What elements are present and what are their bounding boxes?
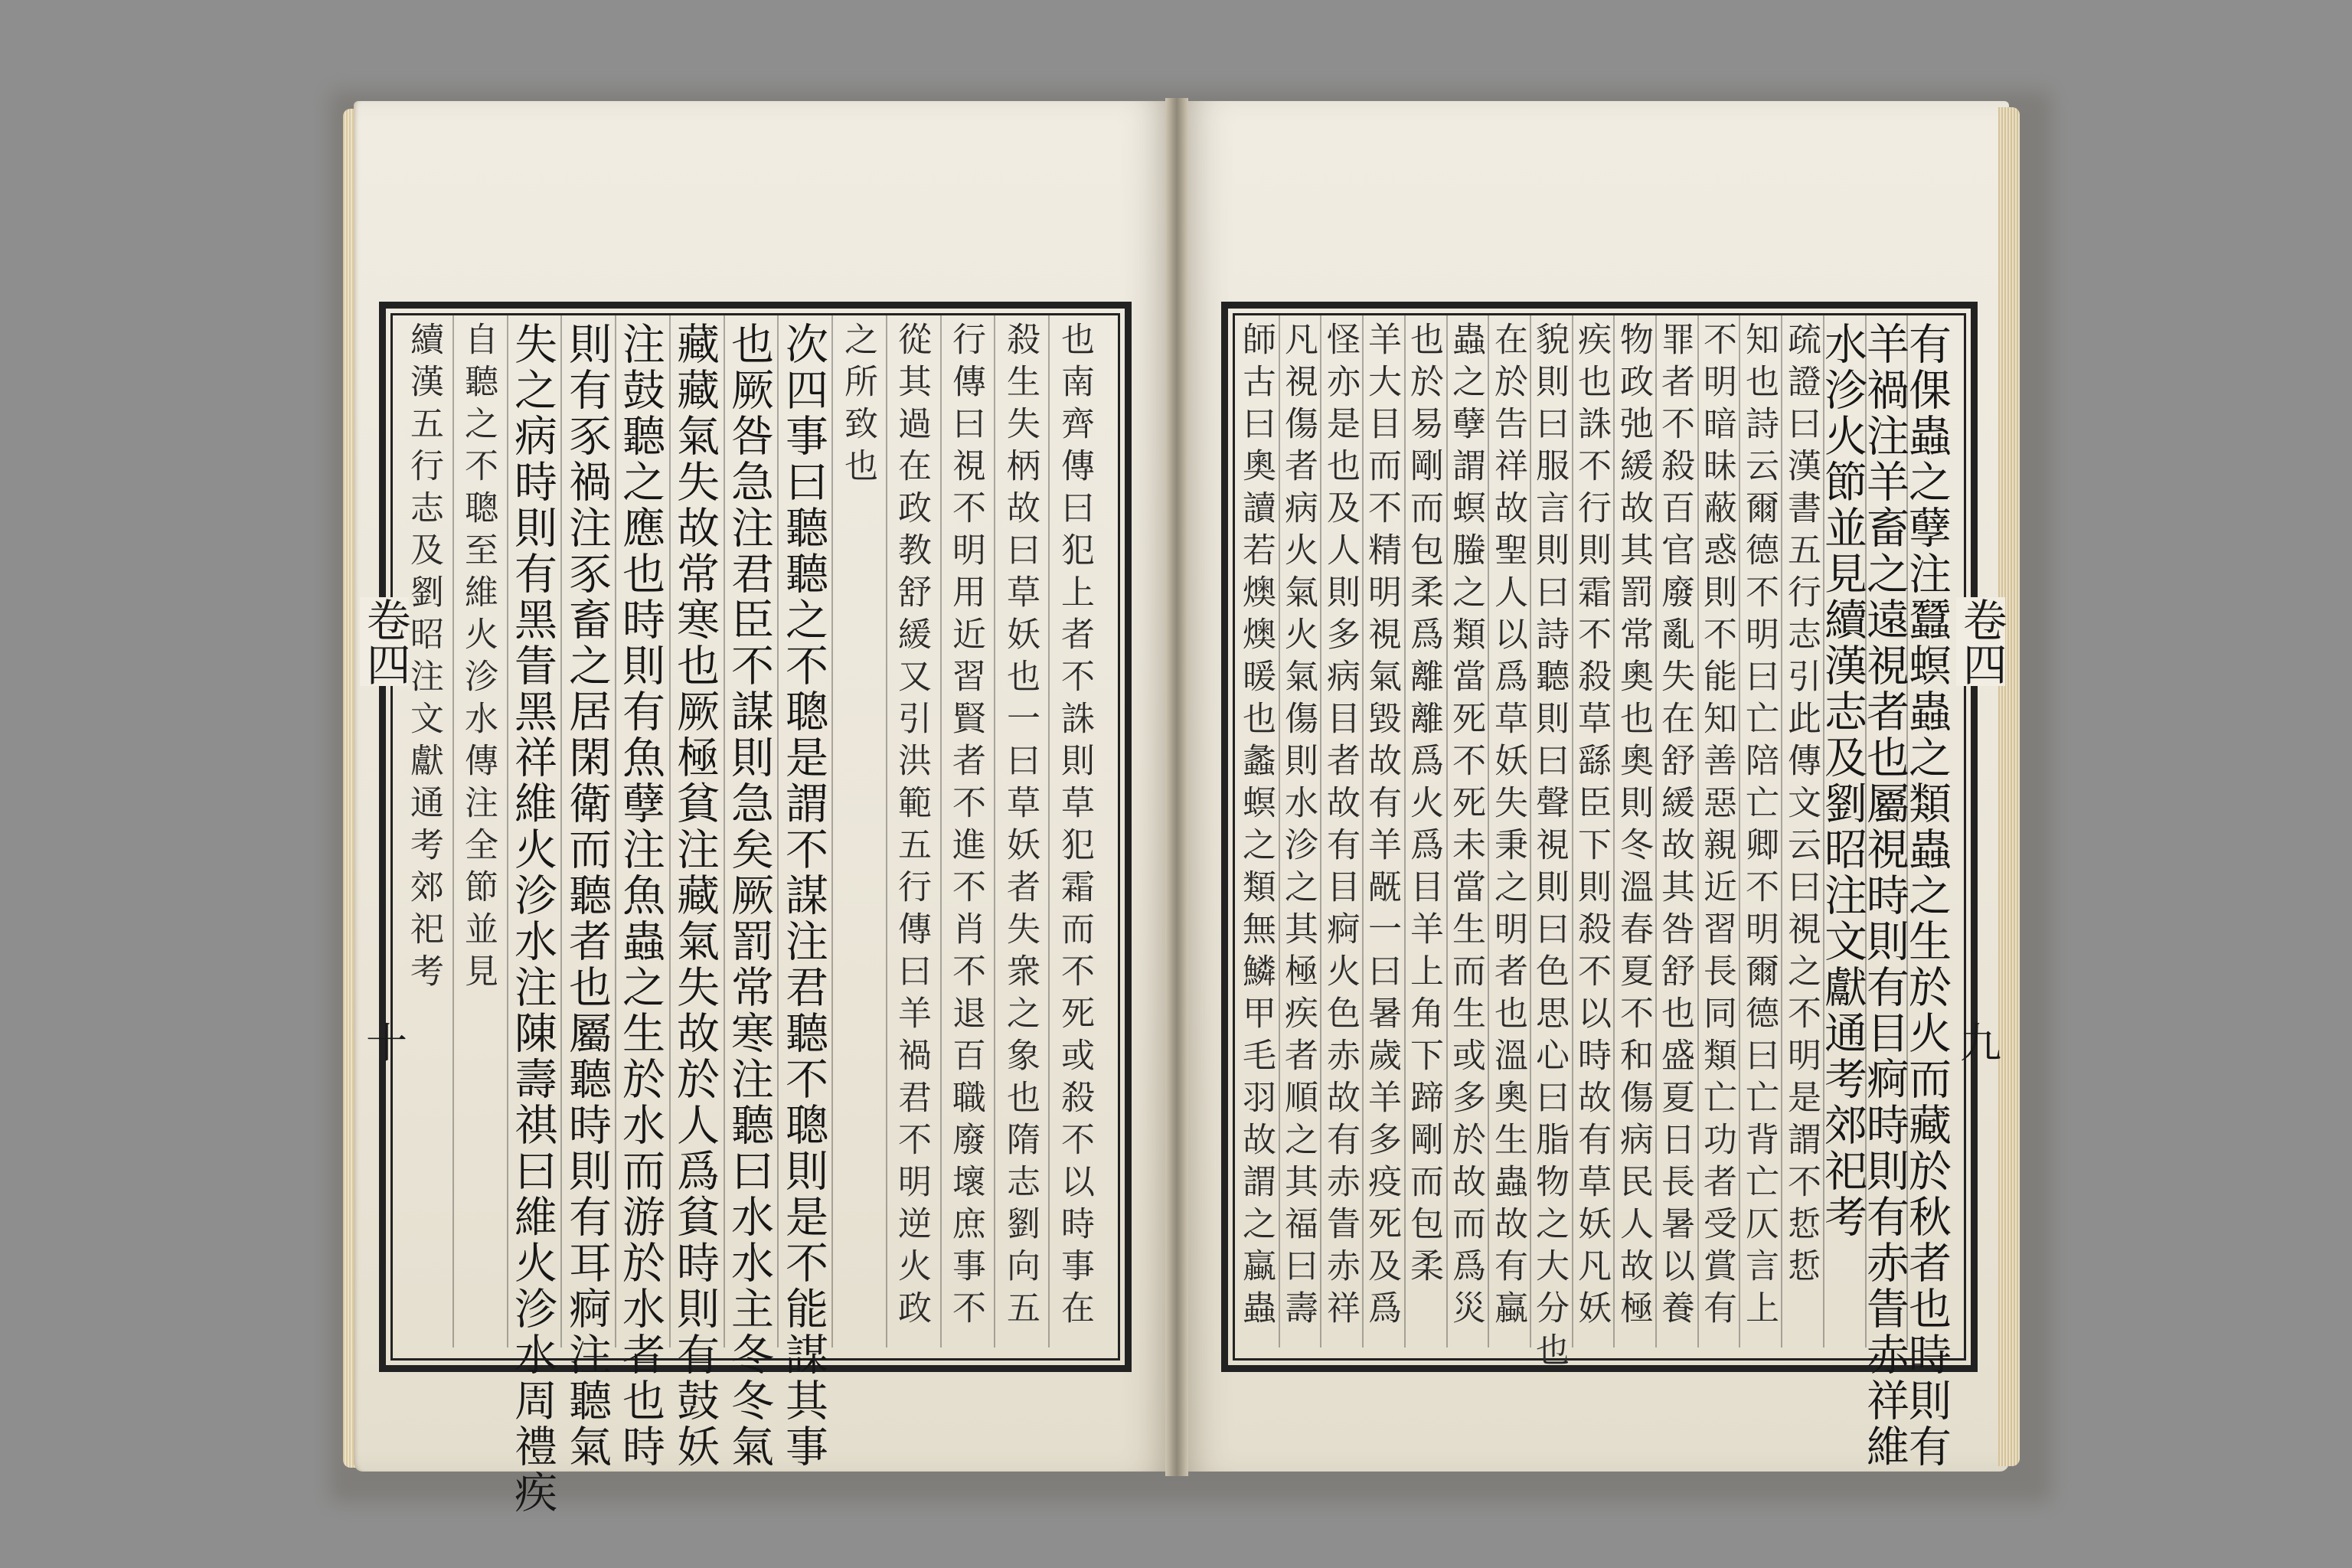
column-rule (1613, 314, 1615, 1348)
right-page-column-11: 在於告祥故聖人以爲草妖失秉之明者也溫奧生蟲故有蠃 (1488, 322, 1527, 1332)
right-page-column-14: 羊大目而不精明視氣毀故有羊旤一曰暑歲羊多疫死及爲 (1362, 322, 1401, 1332)
right-page-column-1: 有倮蟲之孽注蠶螟蟲之類蟲之生於火而藏於秋者也時則有 (1902, 322, 1952, 1470)
left-page-column-5: 之所致也 (838, 322, 877, 490)
column-rule (560, 314, 562, 1348)
column-rule (1530, 314, 1531, 1348)
right-page-column-3: 水沴火節並見續漢志及劉昭注文獻通考郊祀考 (1818, 322, 1867, 1240)
column-rule (1446, 314, 1448, 1348)
left-page-column-13: 續漢五行志及劉昭注文獻通考郊祀考 (404, 322, 443, 995)
right-page-column-4: 疏證曰漢書五行志引此傳文云曰視之不明是謂不悊悊 (1782, 322, 1821, 1290)
right-page-column-10: 貌則曰服言則曰詩聽則曰聲視則曰色思心曰脂物之大分也 (1530, 322, 1569, 1374)
column-rule (1655, 314, 1657, 1348)
left-page-column-11: 失之病時則有黑眚黑祥維火沴水注陳壽祺曰維火沴水周禮疾 (508, 322, 557, 1516)
column-rule (615, 314, 616, 1348)
book-gutter (1165, 98, 1188, 1476)
left-page-column-12: 自聽之不聰至維火沴水傳注全節並見 (459, 322, 498, 995)
right-page-column-2: 羊禍注羊畜之遠視者也屬視時則有目痾時則有赤眚赤祥維 (1860, 322, 1909, 1470)
column-rule (669, 314, 671, 1348)
right-page-edges (1998, 107, 2020, 1466)
column-rule (777, 314, 779, 1348)
column-rule (724, 314, 725, 1348)
column-rule (1404, 314, 1406, 1348)
column-rule (940, 314, 942, 1348)
left-page-column-4: 從其過在政教舒緩又引洪範五行傳曰羊禍君不明逆火政 (892, 322, 931, 1332)
column-rule (1048, 314, 1050, 1348)
left-leaf-number: 十 (366, 1019, 407, 1067)
column-rule (1279, 314, 1280, 1348)
column-rule (1488, 314, 1489, 1348)
column-rule (1906, 314, 1908, 1348)
right-page-column-12: 蟲之孽謂螟螣之類當死不死未當生而生或多於故而爲災 (1446, 322, 1485, 1332)
left-page-column-1: 也南齊傳曰犯上者不誅則草犯霜而不死或殺不以時事在 (1055, 322, 1094, 1332)
right-page-column-6: 不明暗昧蔽惑則不能知善惡親近習長同類亡功者受賞有 (1697, 322, 1736, 1332)
column-rule (994, 314, 995, 1348)
right-leaf-number: 九 (1960, 1019, 2001, 1067)
left-page-column-2: 殺生失柄故曰草妖也一曰草妖者失衆之象也隋志劉向五 (1001, 322, 1040, 1332)
right-page-column-5: 知也詩云爾德不明曰亡陪亡卿不明爾德曰亡背亡仄言上 (1740, 322, 1779, 1332)
right-page-column-16: 凡視傷者病火氣火氣傷則水沴之其極疾者順之其福曰壽 (1279, 322, 1318, 1332)
left-page-column-9: 注鼓聽之應也時則有魚孽注魚蟲之生於水而游於水者也時 (616, 322, 665, 1470)
left-juan-label: 卷四 (358, 597, 411, 686)
right-page-column-8: 物政弛緩故其罰常奧也奧則冬溫春夏不和傷病民人故極 (1614, 322, 1653, 1332)
left-page-column-8: 藏藏氣失故常寒也厥極貧注藏氣失故於人爲貧時則有鼓妖 (670, 322, 720, 1470)
column-rule (1320, 314, 1321, 1348)
column-rule (452, 314, 454, 1348)
right-page-column-7: 罪者不殺百官廢亂失在舒緩故其咎舒也盛夏日長暑以養 (1655, 322, 1694, 1332)
left-page-column-3: 行傳曰視不明用近習賢者不進不肖不退百職廢壞庶事不 (946, 322, 985, 1332)
right-page-column-15: 怪亦是也及人則多病目者故有目痾火色赤故有赤眚赤祥 (1321, 322, 1360, 1332)
right-juan-label: 卷四 (1955, 597, 2007, 686)
column-rule (1739, 314, 1740, 1348)
column-rule (831, 314, 833, 1348)
column-rule (1823, 314, 1824, 1348)
column-rule (1362, 314, 1364, 1348)
left-page-column-7: 也厥咎急注君臣不謀則急矣厥罰常寒注聽曰水水主冬冬氣 (724, 322, 774, 1470)
column-rule (1781, 314, 1782, 1348)
column-rule (886, 314, 887, 1348)
left-page-column-10: 則有豕禍注豕畜之居閑衛而聽者也屬聽時則有耳痾注聽氣 (562, 322, 612, 1470)
column-rule (1697, 314, 1699, 1348)
right-page-column-17: 師古曰奧讀若燠燠暖也蠡螟之類無鱗甲毛羽故謂之蠃蟲 (1236, 322, 1276, 1332)
right-page-column-9: 疾也誅不行則霜不殺草繇臣下則殺不以時故有草妖凡妖 (1572, 322, 1611, 1332)
column-rule (1865, 314, 1867, 1348)
left-page-column-6: 次四事曰聽聽之不聰是謂不謀注君聽不聰則是不能謀其事 (779, 322, 828, 1470)
column-rule (1572, 314, 1573, 1348)
column-rule (507, 314, 508, 1348)
right-page-column-13: 也於易剛而包柔爲離離爲火爲目羊上角下蹄剛而包柔 (1404, 322, 1443, 1290)
